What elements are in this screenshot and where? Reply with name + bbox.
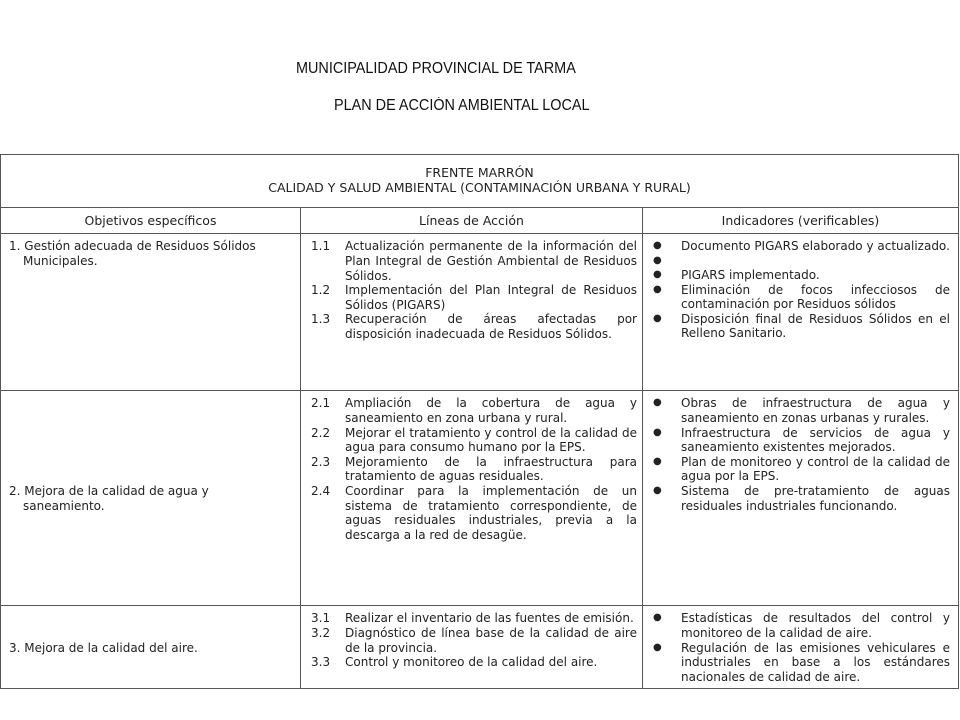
action-line-number: 2.4 (311, 484, 331, 498)
bullet-icon: ● (653, 641, 662, 653)
indicator-text: Estadísticas de resultados del control y monitoreo de la calidad de aire. (681, 611, 951, 640)
indicator-text: Sistema de pre-tratamiento de aguas residuales industriales funcionando. (681, 484, 951, 513)
objective-text: 2. Mejora de la calidad de agua y saneamiento. (9, 484, 209, 513)
indicator-item (651, 239, 950, 254)
indicators-cell (643, 234, 959, 391)
table-row (1, 606, 959, 689)
action-line-number: 1.1 (311, 239, 331, 254)
action-line-number: 2.2 (311, 425, 331, 440)
action-line-number: 2.1 (311, 396, 331, 411)
indicators-cell (643, 606, 959, 689)
indicators-cell (643, 391, 959, 606)
bullet-icon: ● (653, 485, 662, 496)
action-line (311, 239, 637, 283)
bullet-icon: ● (653, 455, 662, 467)
action-line-number: 1.3 (311, 312, 331, 327)
indicator-item (651, 484, 950, 513)
action-lines-cell (301, 391, 643, 606)
indicator-item (651, 426, 950, 455)
table-row (1, 391, 959, 606)
indicator-item (651, 611, 950, 640)
action-plan-table (0, 154, 959, 689)
action-line-text: Mejorar el tratamiento y control de la calidad de agua para consumo humano por la EPS. (345, 425, 637, 455)
bullet-icon: ● (653, 612, 662, 624)
action-line (311, 396, 637, 425)
indicator-item (651, 396, 950, 425)
indicator-item (651, 312, 950, 341)
action-line-text: Realizar el inventario de las fuentes de emisión. (345, 611, 634, 626)
action-line-text: Recuperación de áreas afectadas por disposición inadecuada de Residuos Sólidos. (345, 312, 637, 341)
frente-header (1, 155, 959, 208)
indicator-text (681, 254, 950, 268)
bullet-icon: ● (653, 397, 662, 409)
column-header-lines: Líneas de Acción (301, 208, 643, 234)
indicator-text: Documento PIGARS elaborado y actualizado. (681, 239, 950, 254)
action-line (311, 283, 637, 312)
indicator-text: Disposición final de Residuos Sólidos en el Relleno Sanitario. (681, 311, 951, 341)
bullet-icon: ● (653, 268, 662, 280)
column-header-indicators: Indicadores (verificables) (643, 208, 959, 234)
action-line-text: Control y monitoreo de la calidad del aire. (345, 655, 598, 670)
indicator-item (651, 641, 950, 685)
indicator-text: PIGARS implementado. (681, 267, 820, 282)
indicator-text: Infraestructura de servicios de agua y saneamiento existentes mejorados. (681, 425, 951, 455)
objective-cell (1, 391, 301, 606)
action-line (311, 655, 637, 670)
action-line (311, 484, 637, 543)
action-line (311, 611, 637, 626)
frente-title: FRENTE MARRÓN (425, 165, 534, 180)
action-lines-cell (301, 606, 643, 689)
indicator-item (651, 254, 950, 268)
action-line (311, 455, 637, 484)
table-header-row (1, 155, 959, 208)
indicator-text: Plan de monitoreo y control de la calidad de agua por la EPS. (681, 454, 951, 484)
action-line-number: 1.2 (311, 283, 331, 298)
page-title: MUNICIPALIDAD PROVINCIAL DE TARMA (296, 60, 576, 77)
bullet-icon: ● (653, 426, 662, 438)
action-line-text: Diagnóstico de línea base de la calidad de aire de la provincia. (345, 625, 637, 655)
action-line (311, 426, 637, 455)
indicator-item (651, 283, 950, 312)
action-line-text: Implementación del Plan Integral de Residuos Sólidos (PIGARS) (345, 283, 637, 312)
objective-text: 1. Gestión adecuada de Residuos Sólidos Municipales. (9, 239, 256, 268)
indicator-text: Regulación de las emisiones vehiculares e industriales en base a los estándares nacionales de calidad de aire. (681, 640, 951, 684)
indicator-item (651, 455, 950, 484)
action-line-text: Mejoramiento de la infraestructura para tratamiento de aguas residuales. (345, 454, 637, 484)
action-line-number: 3.3 (311, 655, 331, 670)
objective-cell (1, 606, 301, 689)
column-header-objectives: Objetivos específicos (1, 208, 301, 234)
bullet-icon: ● (653, 254, 662, 266)
bullet-icon: ● (653, 312, 662, 324)
action-line (311, 626, 637, 655)
indicator-item (651, 268, 950, 283)
page-subtitle: PLAN DE ACCIÓN AMBIENTAL LOCAL (334, 97, 590, 114)
action-line-number: 3.1 (311, 611, 331, 626)
action-line-number: 3.2 (311, 625, 331, 640)
bullet-icon: ● (653, 240, 662, 252)
frente-description: CALIDAD Y SALUD AMBIENTAL (CONTAMINACIÓN URBANA Y RURAL) (268, 180, 691, 195)
action-lines-cell (301, 234, 643, 391)
action-line-text: Actualización permanente de la información del Plan Integral de Gestión Ambiental de Residuos Sólidos. (345, 239, 637, 283)
action-line-number: 2.3 (311, 454, 331, 469)
bullet-icon: ● (653, 283, 662, 295)
indicator-text: Obras de infraestructura de agua y saneamiento en zonas urbanas y rurales. (681, 396, 951, 425)
action-line-text: Ampliación de la cobertura de agua y saneamiento en zona urbana y rural. (345, 396, 637, 425)
column-header-row (1, 208, 959, 234)
table-row (1, 234, 959, 391)
objective-cell (1, 234, 301, 391)
action-line-text: Coordinar para la implementación de un sistema de tratamiento correspondiente, de aguas residuales industriales, previa a la descarga a la red de desagüe. (345, 484, 637, 542)
indicator-text: Eliminación de focos infecciosos de contaminación por Residuos sólidos (681, 282, 951, 312)
action-line (311, 312, 637, 341)
objective-text: 3. Mejora de la calidad del aire. (9, 640, 198, 655)
